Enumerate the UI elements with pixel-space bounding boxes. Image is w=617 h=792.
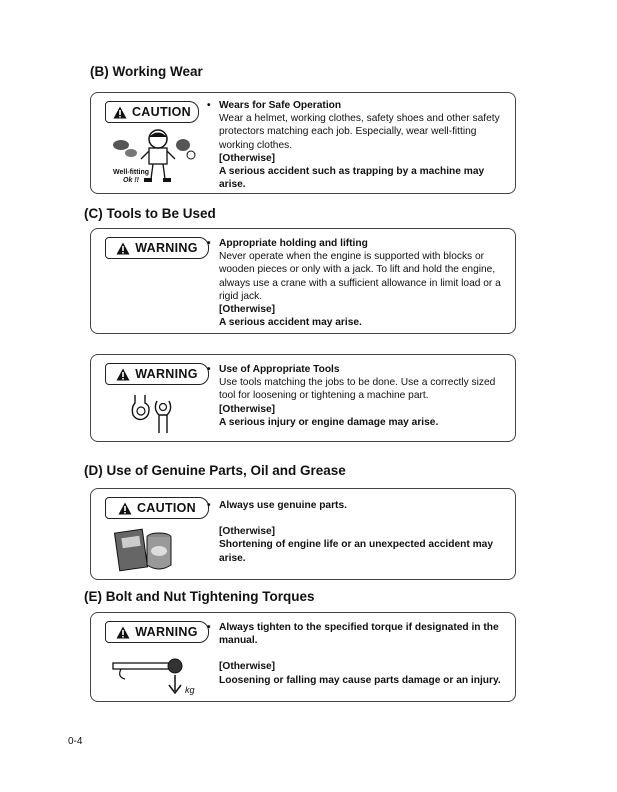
warning-box-lifting [90, 228, 516, 334]
illustration-caption: Well-fitting [113, 169, 150, 176]
warning-triangle-icon [116, 242, 130, 255]
warning-result: A serious accident may arise. [219, 317, 362, 329]
warning-text: WARNING [135, 241, 198, 255]
warning-title: Use of Appropriate Tools [219, 364, 340, 375]
warning-title: Always tighten to the specified torque if designated in the manual. [219, 622, 499, 647]
warning-body: Never operate when the engine is supported with blocks or wooden pieces or only with a jack. To lift and hold the engine, always use a crane with a sufficient allowance in limit load or a rigid jack. [219, 251, 501, 302]
caution-box-genuine-parts [90, 488, 516, 580]
caution-body: Wear a helmet, working clothes, safety shoes and other safety protectors matching each job. Especially, wear well-fitting working clothes. [219, 113, 500, 151]
otherwise-label: [Otherwise] [219, 661, 276, 673]
warning-label [105, 237, 209, 259]
section-e-heading: (E) Bolt and Nut Tightening Torques [84, 589, 315, 604]
otherwise-label: [Otherwise] [219, 526, 276, 538]
caution-title: Wears for Safe Operation [219, 100, 342, 111]
warning-box-tools [90, 354, 516, 442]
otherwise-label: [Otherwise] [219, 304, 276, 316]
page-number: 0-4 [68, 736, 83, 747]
warning-triangle-icon [113, 106, 127, 119]
caution-text: CAUTION [136, 501, 197, 515]
section-c-heading: (C) Tools to Be Used [84, 206, 216, 221]
warning-label [105, 621, 209, 643]
illustration-caption-ok: Ok !! [123, 177, 139, 184]
caution-result: Shortening of engine life or an unexpected accident may arise. [219, 539, 493, 564]
warning-triangle-icon [116, 626, 130, 639]
wrench-icon [129, 391, 179, 437]
warning-title: Appropriate holding and lifting [219, 238, 368, 249]
warning-label [105, 363, 209, 385]
warning-result: Loosening or falling may cause parts damage or an injury. [219, 674, 501, 686]
caution-content: • Wears for Safe Operation Wear a helmet, working clothes, safety shoes and other safety protectors matching each job. Especially, wear well-fitting working clothes. [Otherwise] A serious accident such as trapping by a machine may arise. [219, 99, 505, 191]
otherwise-label: [Otherwise] [219, 403, 276, 415]
caution-content-parts: • Always use genuine parts. [Otherwise] Shortening of engine life or an unexpected accident may arise. [219, 499, 505, 565]
caution-result: A serious accident such as trapping by a machine may arise. [219, 166, 485, 191]
warning-text: WARNING [135, 367, 198, 381]
otherwise-label: [Otherwise] [219, 152, 276, 164]
caution-title: Always use genuine parts. [219, 500, 347, 511]
warning-triangle-icon [116, 368, 130, 381]
caution-text: CAUTION [131, 105, 192, 119]
kg-unit-label: kg [185, 685, 195, 695]
genuine-parts-package-icon [113, 527, 179, 575]
warning-content-tools: • Use of Appropriate Tools Use tools matching the jobs to be done. Use a correctly sized tool for loosening or tightening a machine part. [Otherwise] A serious injury or engine damage may arise. [219, 363, 505, 429]
warning-content-torques: • Always tighten to the specified torque if designated in the manual. [Otherwise] Loosening or falling may cause parts damage or an injury. [219, 621, 505, 687]
warning-box-torques [90, 612, 516, 702]
caution-box-working-wear [90, 92, 516, 194]
warning-content-lifting: • Appropriate holding and lifting Never operate when the engine is supported with blocks or wooden pieces or only with a jack. To lift and hold the engine, always use a crane with a sufficient allowance in limit load or a rigid jack. [Otherwise] A serious accident may arise. [219, 237, 505, 329]
section-d-heading: (D) Use of Genuine Parts, Oil and Grease [84, 463, 346, 478]
warning-body: Use tools matching the jobs to be done. Use a correctly sized tool for loosening or tightening a machine part. [219, 377, 496, 402]
caution-label [105, 497, 209, 519]
section-b-heading: (B) Working Wear [90, 64, 203, 79]
warning-text: WARNING [135, 625, 198, 639]
caution-label [105, 101, 199, 123]
warning-triangle-icon [118, 502, 132, 515]
warning-result: A serious injury or engine damage may arise. [219, 416, 439, 428]
